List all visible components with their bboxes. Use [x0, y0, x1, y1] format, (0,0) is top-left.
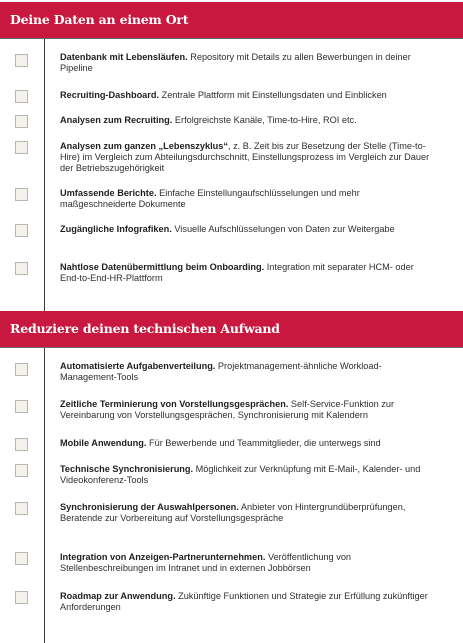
item-text: Roadmap zur Anwendung. Zukünftige Funktionen und Strategie zur Erfüllung zukünftiger Anforderungen	[60, 591, 428, 613]
checkbox[interactable]	[15, 502, 28, 515]
item-text: Integration von Anzeigen-Partnerunternehmen. Veröffentlichung von Stellenbeschreibungen im Intranet und in externen Jobbörsen	[60, 552, 352, 574]
checkbox[interactable]	[15, 188, 28, 201]
item-text: Mobile Anwendung. Für Bewerbende und Teammitglieder, die unterwegs sind	[60, 438, 381, 448]
item-text: Automatisierte Aufgabenverteilung. Projektmanagement-ähnliche Workload-Management-Tools	[60, 361, 382, 383]
divider	[0, 38, 463, 39]
item-text: Analysen zum ganzen „Lebenszyklus“, z. B. Zeit bis zur Besetzung der Stelle (Time-to-Hire) im Vergleich zum Abteilungsdurchschnitt, Einstellungsprozess im Vergleich zur Dauer der Betriebszugehörigkeit	[60, 141, 430, 174]
item-text: Technische Synchronisierung. Möglichkeit zur Verknüpfung mit E-Mail-, Kalender- und Videokonferenz-Tools	[60, 464, 421, 486]
section-header-technical: Reduziere deinen technischen Aufwand	[0, 311, 463, 347]
checkbox[interactable]	[15, 262, 28, 275]
item-text: Nahtlose Datenübermittlung beim Onboarding. Integration mit separater HCM- oder End-to-End-HR-Plattform	[60, 262, 414, 284]
item-text: Analysen zum Recruiting. Erfolgreichste Kanäle, Time-to-Hire, ROI etc.	[60, 115, 357, 125]
checkbox[interactable]	[15, 224, 28, 237]
item-text: Zugängliche Infografiken. Visuelle Aufschlüsselungen von Daten zur Weitergabe	[60, 224, 395, 234]
item-text: Recruiting-Dashboard. Zentrale Plattform mit Einstellungsdaten und Einblicken	[60, 90, 387, 100]
checkbox[interactable]	[15, 141, 28, 154]
checkbox[interactable]	[15, 54, 28, 67]
column-divider	[44, 348, 45, 643]
checkbox[interactable]	[15, 464, 28, 477]
divider	[0, 347, 463, 348]
checkbox[interactable]	[15, 363, 28, 376]
checkbox[interactable]	[15, 591, 28, 604]
column-divider	[44, 39, 45, 311]
section-header-data: Deine Daten an einem Ort	[0, 2, 463, 38]
item-text: Synchronisierung der Auswahlpersonen. Anbieter von Hintergrundüberprüfungen, Beratende zur Vorbereitung auf Vorstellungsgespräche	[60, 502, 406, 524]
checkbox[interactable]	[15, 552, 28, 565]
checkbox[interactable]	[15, 115, 28, 128]
item-text: Datenbank mit Lebensläufen. Repository mit Details zu allen Bewerbungen in deiner Pipeline	[60, 52, 411, 74]
checkbox[interactable]	[15, 400, 28, 413]
checkbox[interactable]	[15, 438, 28, 451]
checkbox[interactable]	[15, 90, 28, 103]
item-text: Zeitliche Terminierung von Vorstellungsgesprächen. Self-Service-Funktion zur Vereinbarung von Vorstellungsgesprächen, Synchronisierung mit Kalendern	[60, 399, 395, 421]
item-text: Umfassende Berichte. Einfache Einstellungaufschlüsselungen und mehr maßgeschneiderte Dokumente	[60, 188, 360, 210]
